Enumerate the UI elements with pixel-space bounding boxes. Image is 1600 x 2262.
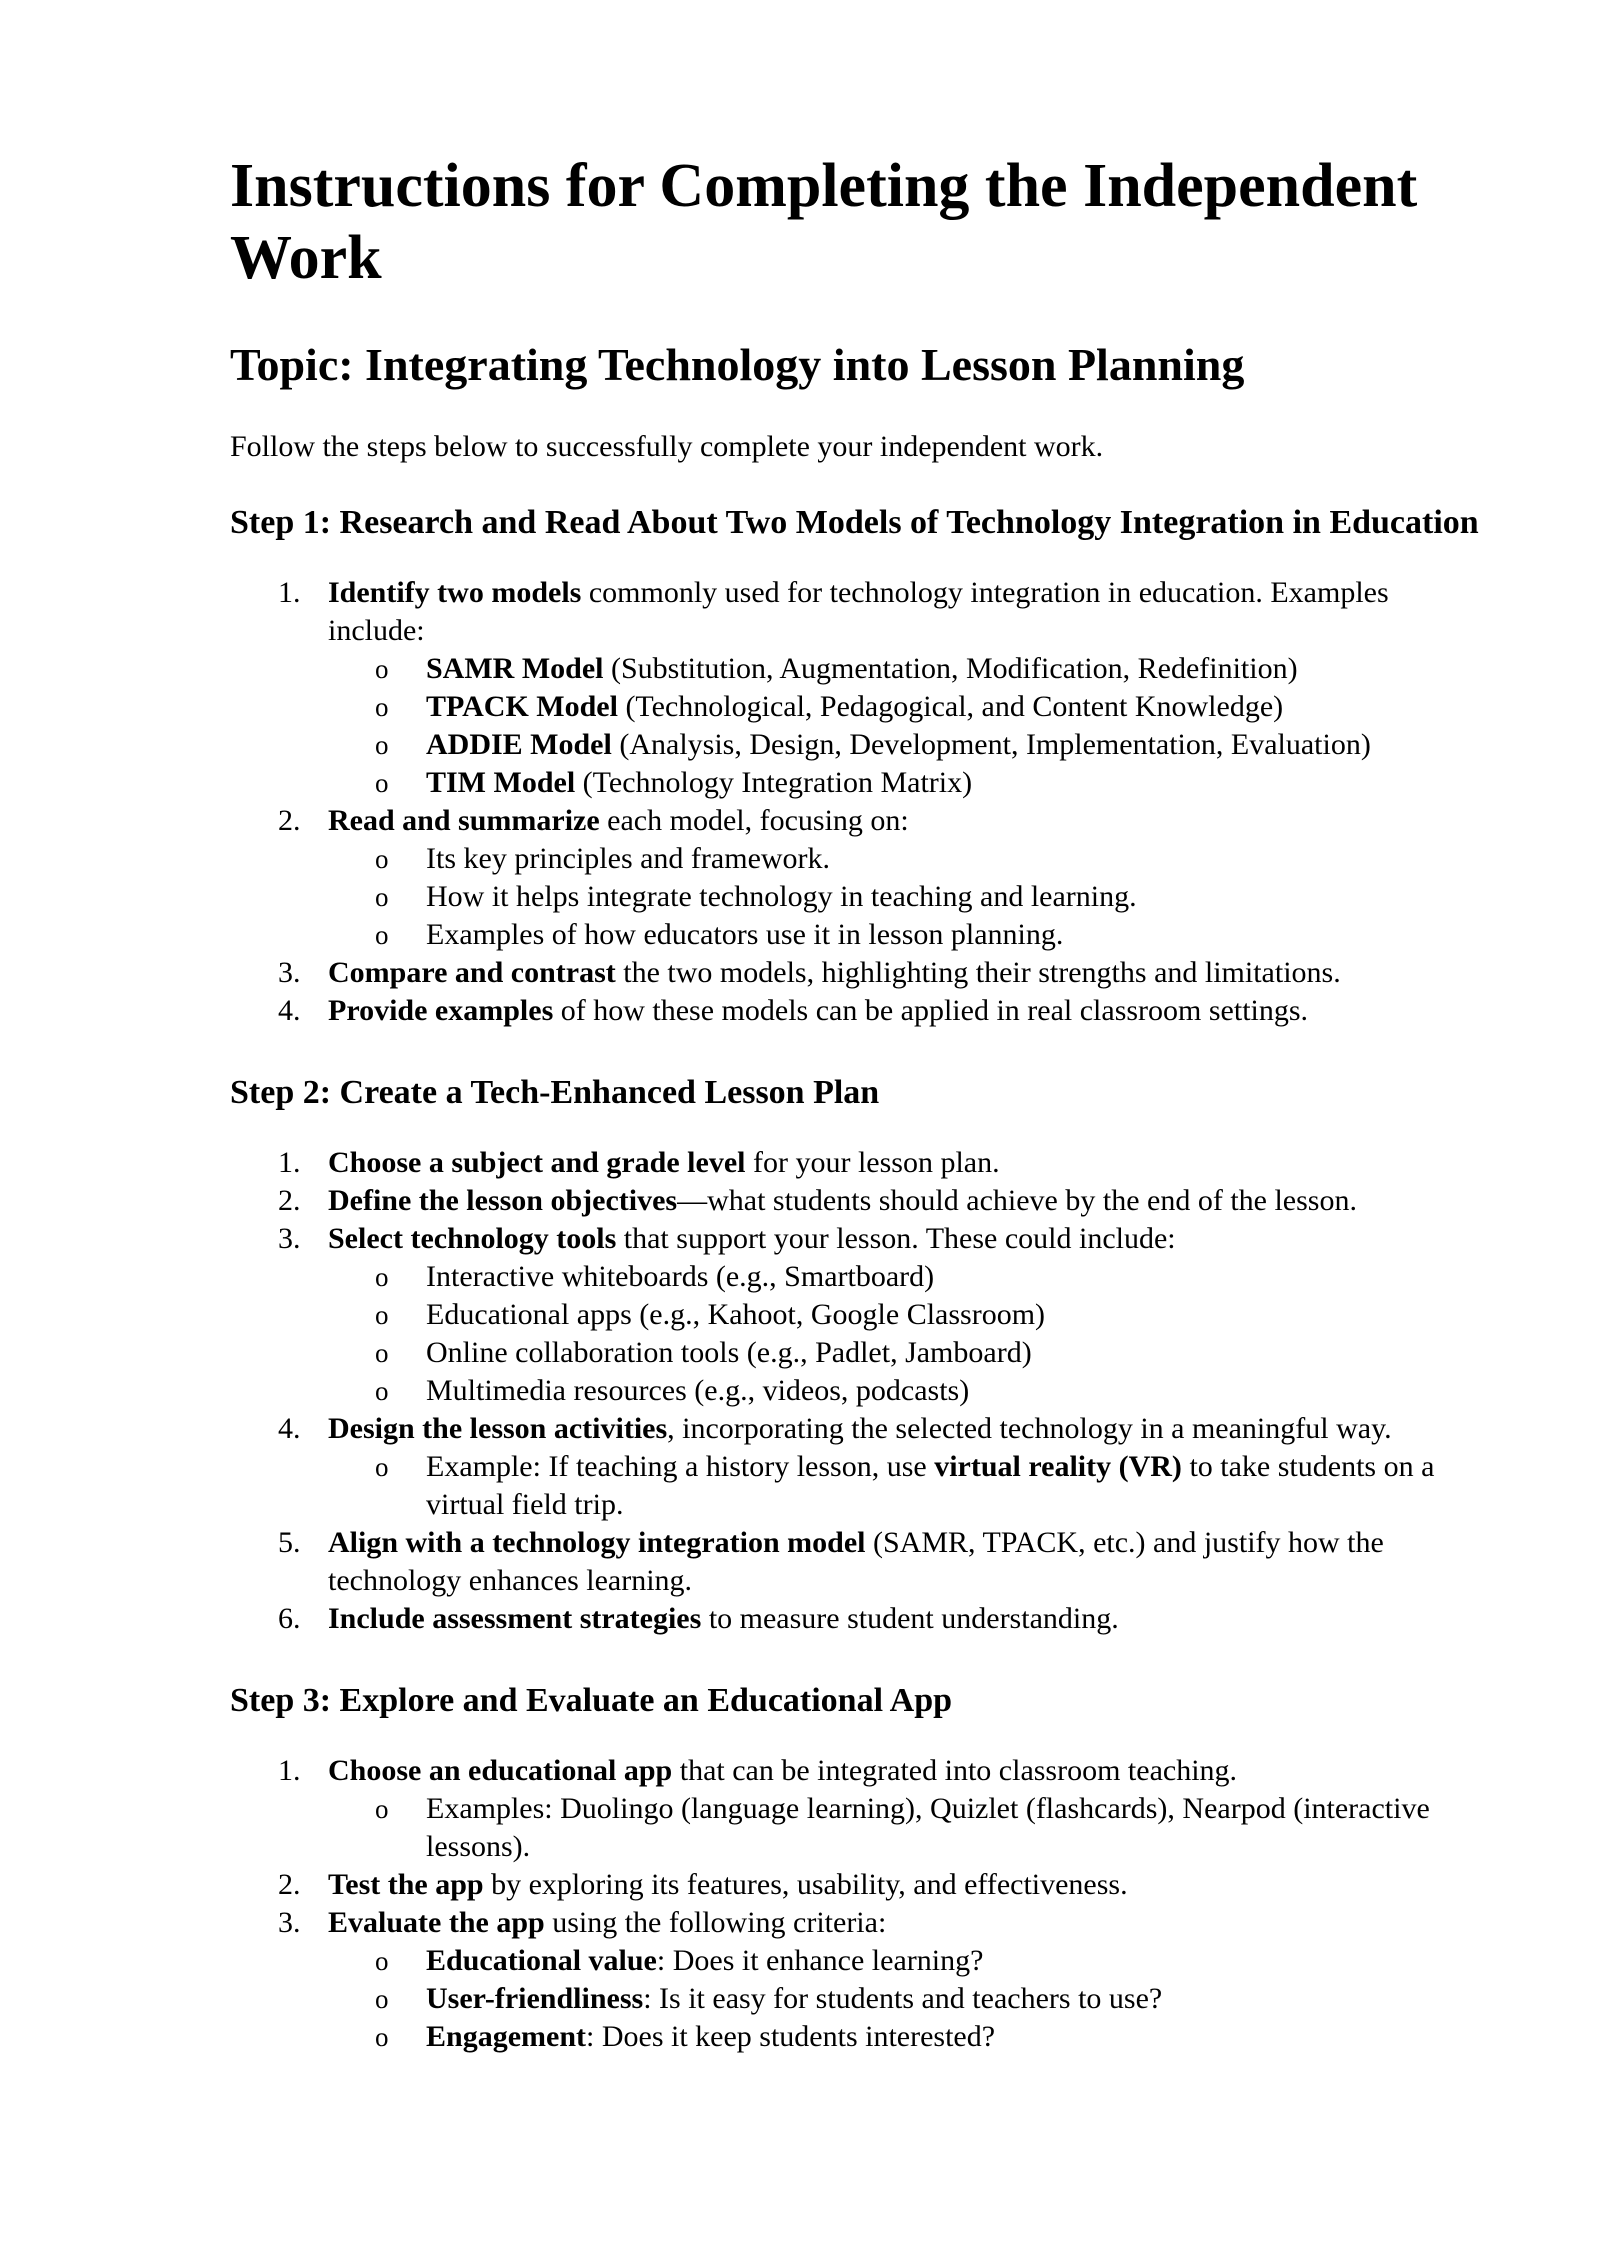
- sub-list-item: [328, 650, 1480, 688]
- bullet-marker: o: [375, 1794, 389, 1824]
- sub-list: [328, 1258, 1480, 1410]
- bullet-marker: o: [375, 920, 389, 950]
- bullet-marker: o: [375, 1262, 389, 1292]
- sub-item-text: (Technology Integration Matrix): [575, 766, 973, 799]
- sub-list-item: [328, 1372, 1480, 1410]
- item-text: , incorporating the selected technology in a meaningful way.: [667, 1412, 1392, 1445]
- sub-item-text: (Technological, Pedagogical, and Content Knowledge): [617, 690, 1284, 723]
- sub-item-text: Online collaboration tools (e.g., Padlet, Jamboard): [426, 1336, 1032, 1369]
- sub-list-item: [328, 764, 1480, 802]
- intro-paragraph: Follow the steps below to successfully complete your independent work.: [230, 430, 1104, 463]
- sub-list-item: [328, 840, 1480, 878]
- sub-item-bold-text: SAMR Model: [426, 652, 604, 685]
- sub-list-item: [328, 688, 1480, 726]
- item-bold-text: Read and summarize: [328, 804, 600, 837]
- sub-list: [328, 1790, 1480, 1866]
- item-bold-text: Select technology tools: [328, 1222, 617, 1255]
- sub-item-text: Examples of how educators use it in lesson planning.: [426, 918, 1064, 951]
- sub-item-text: Multimedia resources (e.g., videos, podcasts): [426, 1374, 970, 1407]
- bullet-marker: o: [375, 730, 389, 760]
- item-text: each model, focusing on:: [599, 804, 909, 837]
- bullet-marker: o: [375, 2022, 389, 2052]
- sub-item-text: : Does it enhance learning?: [656, 1944, 984, 1977]
- item-number: 5.: [278, 1526, 301, 1559]
- item-number: 1.: [278, 1754, 301, 1787]
- item-text: for your lesson plan.: [745, 1146, 1000, 1179]
- list-item: [230, 1144, 1480, 1182]
- item-bold-text: Provide examples: [328, 994, 554, 1027]
- list-item: [230, 1220, 1480, 1410]
- bullet-marker: o: [375, 844, 389, 874]
- list-item: [230, 1600, 1480, 1638]
- item-number: 2.: [278, 1868, 301, 1901]
- item-number: 3.: [278, 1222, 301, 1255]
- sub-list-item: [328, 1980, 1480, 2018]
- step-list: [230, 574, 1480, 1030]
- bullet-marker: o: [375, 1338, 389, 1368]
- item-bold-text: Choose a subject and grade level: [328, 1146, 746, 1179]
- step-list: [230, 1752, 1480, 2056]
- sub-item-bold-text: TIM Model: [426, 766, 576, 799]
- sub-list: [328, 1448, 1480, 1524]
- item-text: the two models, highlighting their strengths and limitations.: [615, 956, 1341, 989]
- sub-item-bold-text: Educational value: [426, 1944, 657, 1977]
- sub-item-text: Example: If teaching a history lesson, use: [426, 1450, 935, 1483]
- sub-list-item: [328, 1296, 1480, 1334]
- sub-list-item: [328, 878, 1480, 916]
- bullet-marker: o: [375, 1300, 389, 1330]
- step-list: [230, 1144, 1480, 1638]
- sub-list-item: [328, 1942, 1480, 1980]
- item-bold-text: Compare and contrast: [328, 956, 616, 989]
- item-number: 2.: [278, 1184, 301, 1217]
- list-item: [230, 1866, 1480, 1904]
- item-text: —what students should achieve by the end of the lesson.: [677, 1184, 1357, 1217]
- item-text: that can be integrated into classroom teaching.: [672, 1754, 1238, 1787]
- item-text: to measure student understanding.: [701, 1602, 1119, 1635]
- list-item: [230, 1752, 1480, 1866]
- item-text: that support your lesson. These could include:: [616, 1222, 1176, 1255]
- item-text: of how these models can be applied in real classroom settings.: [553, 994, 1309, 1027]
- item-text: by exploring its features, usability, and effectiveness.: [483, 1868, 1128, 1901]
- sub-list: [328, 840, 1480, 954]
- list-item: [230, 1410, 1480, 1524]
- sub-item-bold-text: virtual reality (VR): [934, 1450, 1182, 1483]
- bullet-marker: o: [375, 882, 389, 912]
- sub-list-item: [328, 2018, 1480, 2056]
- sub-item-bold-text: User-friendliness: [426, 1982, 644, 2015]
- item-bold-text: Evaluate the app: [328, 1906, 545, 1939]
- item-bold-text: Include assessment strategies: [328, 1602, 702, 1635]
- sub-item-text: : Does it keep students interested?: [586, 2020, 996, 2053]
- sub-item-text: Interactive whiteboards (e.g., Smartboard): [426, 1260, 935, 1293]
- bullet-marker: o: [375, 768, 389, 798]
- list-item: [230, 1182, 1480, 1220]
- list-item: [230, 992, 1480, 1030]
- bullet-marker: o: [375, 1376, 389, 1406]
- steps-container: [230, 502, 1480, 2056]
- item-text: using the following criteria:: [544, 1906, 887, 1939]
- list-item: [230, 574, 1480, 802]
- item-bold-text: Align with a technology integration model: [328, 1526, 866, 1559]
- sub-item-text: (Substitution, Augmentation, Modification, Redefinition): [603, 652, 1298, 685]
- sub-item-bold-text: ADDIE Model: [426, 728, 612, 761]
- bullet-marker: o: [375, 1984, 389, 2014]
- sub-item-bold-text: TPACK Model: [426, 690, 618, 723]
- item-number: 4.: [278, 1412, 301, 1445]
- list-item: [230, 1524, 1480, 1600]
- sub-list-item: [328, 916, 1480, 954]
- sub-item-text: : Is it easy for students and teachers to use?: [643, 1982, 1163, 2015]
- sub-list-item: [328, 1790, 1480, 1866]
- item-bold-text: Choose an educational app: [328, 1754, 673, 1787]
- list-item: [230, 1904, 1480, 2056]
- item-text: commonly used for technology integration in education. Examples include:: [328, 576, 1389, 647]
- item-text: (SAMR, TPACK, etc.) and justify how the technology enhances learning.: [328, 1526, 1384, 1597]
- step-heading: Step 2: Create a Tech-Enhanced Lesson Plan: [230, 1074, 880, 1111]
- item-number: 3.: [278, 1906, 301, 1939]
- sub-list-item: [328, 1334, 1480, 1372]
- document-title: Instructions for Completing the Independent Work: [230, 152, 1418, 292]
- topic-heading: Topic: Integrating Technology into Lesson Planning: [230, 339, 1245, 390]
- sub-item-text: Its key principles and framework.: [426, 842, 831, 875]
- sub-list: [328, 650, 1480, 802]
- step-heading: Step 3: Explore and Evaluate an Educational App: [230, 1682, 953, 1719]
- item-number: 6.: [278, 1602, 301, 1635]
- sub-item-text: Examples: Duolingo (language learning), Quizlet (flashcards), Nearpod (interactive lessons).: [426, 1792, 1430, 1863]
- sub-list: [328, 1942, 1480, 2056]
- list-item: [230, 954, 1480, 992]
- bullet-marker: o: [375, 1452, 389, 1482]
- item-number: 4.: [278, 994, 301, 1027]
- sub-item-text: to take students on a virtual field trip.: [426, 1450, 1435, 1521]
- sub-item-text: (Analysis, Design, Development, Implementation, Evaluation): [611, 728, 1371, 761]
- item-bold-text: Test the app: [328, 1868, 484, 1901]
- sub-list-item: [328, 1258, 1480, 1296]
- item-number: 3.: [278, 956, 301, 989]
- sub-list-item: [328, 1448, 1480, 1524]
- sub-item-bold-text: Engagement: [426, 2020, 586, 2053]
- item-number: 1.: [278, 576, 301, 609]
- item-number: 1.: [278, 1146, 301, 1179]
- step-heading: Step 1: Research and Read About Two Models of Technology Integration in Education: [230, 504, 1479, 541]
- bullet-marker: o: [375, 1946, 389, 1976]
- bullet-marker: o: [375, 654, 389, 684]
- item-bold-text: Define the lesson objectives: [328, 1184, 678, 1217]
- item-number: 2.: [278, 804, 301, 837]
- item-bold-text: Design the lesson activities: [328, 1412, 668, 1445]
- sub-list-item: [328, 726, 1480, 764]
- sub-item-text: Educational apps (e.g., Kahoot, Google Classroom): [426, 1298, 1046, 1331]
- list-item: [230, 802, 1480, 954]
- item-bold-text: Identify two models: [328, 576, 582, 609]
- sub-item-text: How it helps integrate technology in teaching and learning.: [426, 880, 1137, 913]
- bullet-marker: o: [375, 692, 389, 722]
